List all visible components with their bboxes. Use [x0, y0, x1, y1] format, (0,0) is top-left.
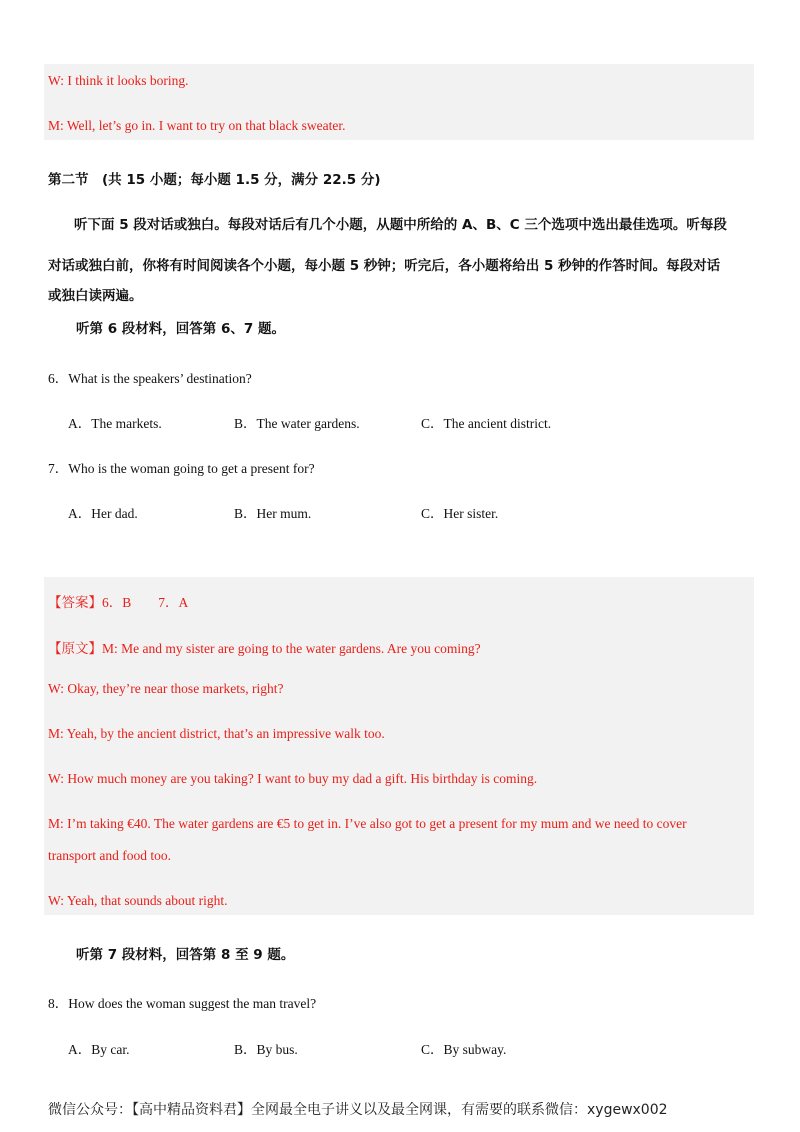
dialogue-line: M: Well, let’s go in. I want to try on that black sweater.: [48, 118, 346, 133]
question-stem: 8．How does the woman suggest the man travel?: [48, 996, 317, 1011]
transcript-line: W: Okay, they’re near those markets, right?: [48, 681, 284, 696]
transcript-line: M: Yeah, by the ancient district, that’s an impressive walk too.: [48, 726, 385, 741]
option-b: B．By bus.: [234, 1042, 298, 1057]
option-a: A．Her dad.: [68, 506, 138, 521]
option-c: C．The ancient district.: [421, 416, 552, 431]
transcript-line: 【原文】M: Me and my sister are going to the water gardens. Are you coming?: [48, 641, 481, 656]
answer-box: [44, 577, 754, 915]
transcript-line: W: Yeah, that sounds about right.: [48, 893, 228, 908]
transcript-line: transport and food too.: [48, 848, 171, 863]
footer-watermark: 微信公众号：【高中精品资料君】全网最全电子讲义以及最全网课，有需要的联系微信：xygewx002: [48, 1102, 668, 1118]
material-heading: 听第 7 段材料，回答第 8 至 9 题。: [76, 947, 295, 963]
option-b: B．The water gardens.: [234, 416, 360, 431]
dialogue-line: W: I think it looks boring.: [48, 73, 189, 88]
question-stem: 7．Who is the woman going to get a present for?: [48, 461, 315, 476]
instruction-line: 或独白读两遍。: [48, 288, 143, 304]
option-c: C．By subway.: [421, 1042, 507, 1057]
option-a: A．By car.: [68, 1042, 130, 1057]
question-stem: 6．What is the speakers’ destination?: [48, 371, 252, 386]
material-heading: 听第 6 段材料，回答第 6、7 题。: [76, 321, 285, 337]
transcript-line: M: I’m taking €40. The water gardens are €5 to get in. I’ve also got to get a present for my mum and we need to cover: [48, 816, 687, 831]
option-b: B．Her mum.: [234, 506, 312, 521]
transcript-line: W: How much money are you taking? I want to buy my dad a gift. His birthday is coming.: [48, 771, 538, 786]
answer-line: 【答案】6．B 7．A: [48, 595, 189, 610]
instruction-line: 听下面 5 段对话或独白。每段对话后有几个小题，从题中所给的 A、B、C 三个选项中选出最佳选项。听每段: [74, 217, 727, 233]
instruction-line: 对话或独白前，你将有时间阅读各个小题，每小题 5 秒钟；听完后，各小题将给出 5 秒钟的作答时间。每段对话: [48, 258, 721, 274]
option-c: C．Her sister.: [421, 506, 499, 521]
option-a: A．The markets.: [68, 416, 162, 431]
section-heading: 第二节 (共 15 小题；每小题 1.5 分，满分 22.5 分): [48, 172, 381, 188]
